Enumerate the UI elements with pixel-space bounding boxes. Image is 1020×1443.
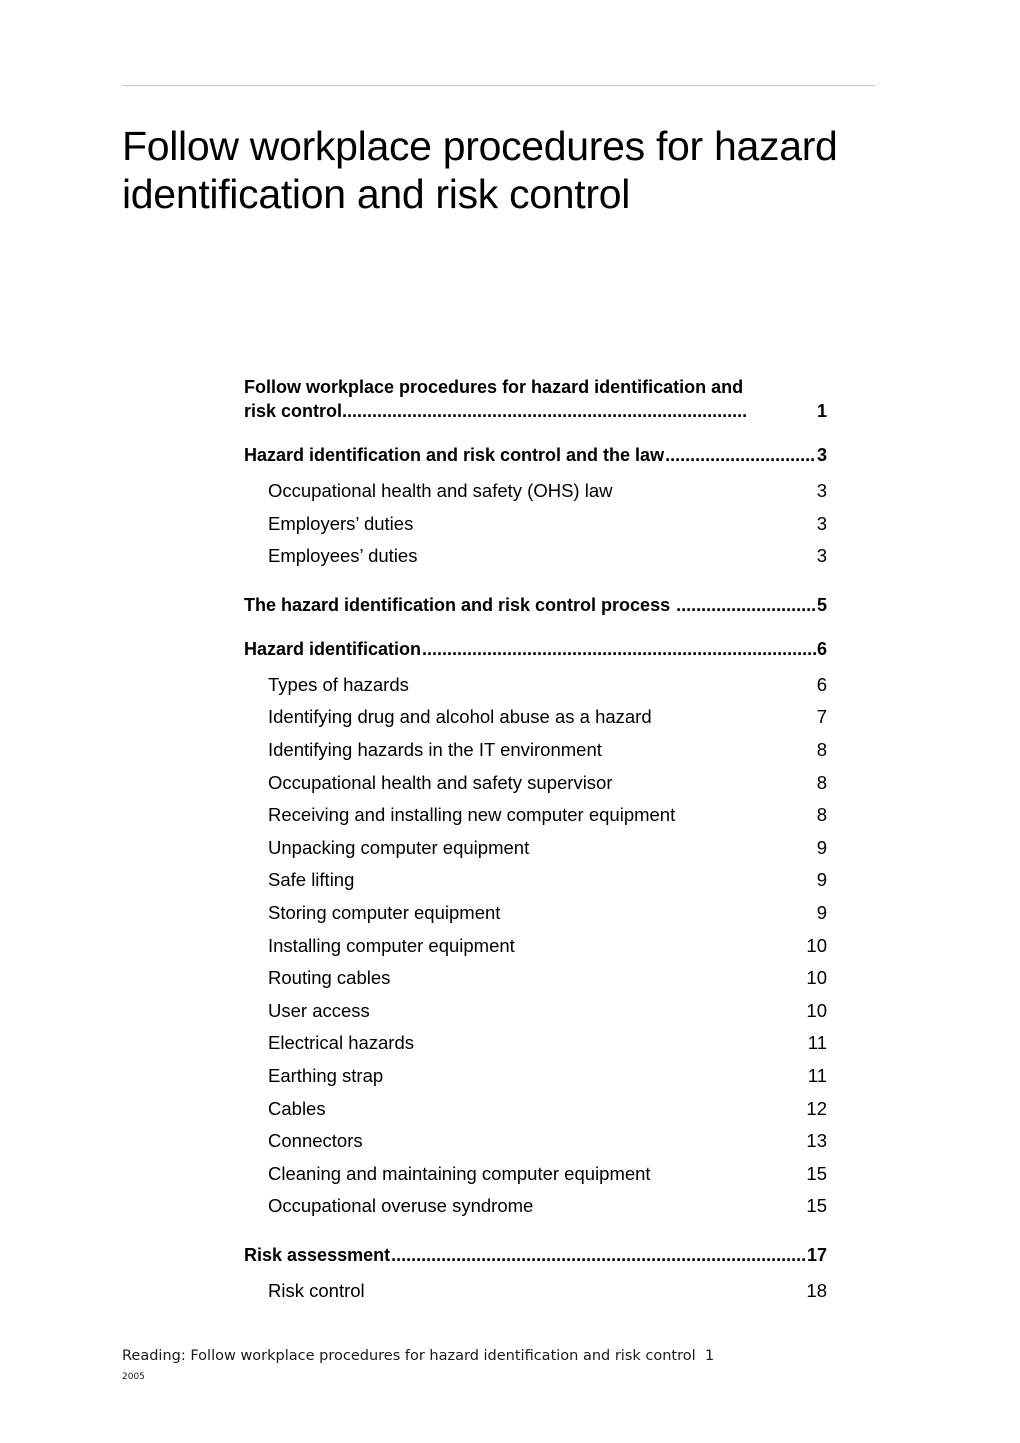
toc-subentry-page: 11: [807, 1032, 827, 1054]
toc-subentry-page: 18: [806, 1279, 827, 1301]
toc-subentry-page: 8: [816, 771, 827, 793]
toc-leader: [422, 637, 816, 661]
toc-subentry[interactable]: [244, 1275, 827, 1308]
toc-subentry-page: 10: [806, 999, 827, 1021]
toc-subentry-label: Occupational health and safety (OHS) law: [268, 480, 613, 501]
toc-subentry[interactable]: [244, 832, 827, 865]
toc-subentry[interactable]: [244, 701, 827, 734]
toc-subentry[interactable]: [244, 734, 827, 767]
toc-subentry[interactable]: [244, 508, 827, 541]
toc-entry-label-line1: Follow workplace procedures for hazard identification and: [244, 377, 744, 397]
toc-subentry[interactable]: [244, 962, 827, 995]
toc-sublist-law: [244, 475, 827, 573]
toc-subentry-page: 3: [816, 545, 827, 567]
toc-subentry[interactable]: [244, 669, 827, 702]
toc-subentry-page: 10: [806, 934, 827, 956]
toc-leader: [665, 443, 816, 467]
toc-subentry-label: Occupational health and safety supervisor: [268, 771, 613, 793]
toc-subentry-page: 15: [806, 1162, 827, 1184]
toc-subentry-label: Identifying drug and alcohol abuse as a hazard: [268, 706, 652, 728]
toc-subentry-label: Connectors: [268, 1130, 363, 1152]
toc-subentry-page: 9: [816, 836, 827, 858]
toc-entry-hazard-identification[interactable]: [244, 637, 827, 661]
toc-subentry-page: 3: [816, 512, 827, 534]
toc-entry-label: Risk assessment: [244, 1244, 391, 1265]
toc-subentry-page: 9: [816, 901, 827, 923]
toc-entry-page: 17: [806, 1244, 827, 1265]
toc-entry-page: 1: [816, 401, 827, 421]
toc-subentry[interactable]: [244, 897, 827, 930]
toc-entry-label-line2: risk control: [244, 401, 343, 421]
toc-subentry-page: 13: [806, 1130, 827, 1152]
toc-subentry[interactable]: [244, 930, 827, 963]
toc-entry-follow-workplace[interactable]: [244, 375, 827, 423]
toc-subentry-label: Identifying hazards in the IT environment: [268, 738, 602, 760]
toc-subentry-page: 9: [816, 869, 827, 891]
toc-subentry[interactable]: [244, 1125, 827, 1158]
toc-subentry-page: 10: [806, 967, 827, 989]
toc-subentry[interactable]: [244, 1190, 827, 1223]
toc-subentry[interactable]: [244, 767, 827, 800]
toc-subentry[interactable]: [244, 799, 827, 832]
toc-subentry[interactable]: [244, 1027, 827, 1060]
toc-subentry-label: Earthing strap: [268, 1064, 384, 1086]
toc-entry-label: Hazard identification and risk control and the law: [244, 445, 665, 465]
toc-subentry[interactable]: [244, 540, 827, 573]
toc-subentry-page: 8: [816, 738, 827, 760]
header-rule: [122, 85, 875, 86]
toc-subentry[interactable]: [244, 1060, 827, 1093]
toc-subentry-label: Unpacking computer equipment: [268, 836, 530, 858]
toc-subentry-label: User access: [268, 999, 370, 1021]
toc-sublist-hazards: [244, 669, 827, 1223]
toc-subentry-page: 12: [806, 1097, 827, 1119]
toc-entry-label: The hazard identification and risk control process: [244, 594, 676, 615]
footer-year: 2005: [122, 1372, 145, 1382]
toc-subentry-label: Cables: [268, 1097, 326, 1119]
toc-entry-page: 5: [816, 594, 827, 615]
toc-subentry-label: Storing computer equipment: [268, 901, 501, 923]
toc-sublist-risk: [244, 1275, 827, 1308]
toc-subentry-page: 11: [807, 1064, 827, 1086]
toc-subentry-label: Routing cables: [268, 967, 391, 989]
toc-subentry-label: Employers’ duties: [268, 512, 414, 534]
toc-subentry-label: Installing computer equipment: [268, 934, 515, 956]
toc-entry-process[interactable]: [244, 593, 827, 617]
toc-subentry-page: 3: [816, 480, 827, 501]
toc-subentry[interactable]: [244, 864, 827, 897]
toc-subentry-label: Occupational overuse syndrome: [268, 1195, 534, 1217]
toc-leader: [676, 593, 816, 617]
toc-subentry-page: 8: [816, 804, 827, 826]
toc-leader: [391, 1243, 806, 1267]
toc-entry-page: 3: [816, 445, 827, 465]
toc-subentry-label: Safe lifting: [268, 869, 355, 891]
toc-subentry-page: 15: [806, 1195, 827, 1217]
toc-subentry[interactable]: [244, 1093, 827, 1126]
toc-leader: [342, 401, 747, 421]
toc-subentry-label: Employees’ duties: [268, 545, 418, 567]
toc-entry-risk-assessment[interactable]: [244, 1243, 827, 1267]
toc-subentry[interactable]: [244, 995, 827, 1028]
toc-subentry-label: Electrical hazards: [268, 1032, 415, 1054]
toc-subentry-label: Types of hazards: [268, 673, 409, 695]
toc-subentry-label: Receiving and installing new computer equipment: [268, 804, 676, 826]
toc-subentry-page: 7: [816, 706, 827, 728]
table-of-contents: [244, 375, 827, 1327]
toc-entry-label: Hazard identification: [244, 638, 422, 659]
toc-subentry-label: Cleaning and maintaining computer equipment: [268, 1162, 651, 1184]
toc-entry-law[interactable]: [244, 443, 827, 467]
document-title: Follow workplace procedures for hazard identification and risk control: [122, 123, 838, 217]
toc-entry-page: 6: [816, 638, 827, 659]
toc-subentry-label: Risk control: [268, 1279, 365, 1301]
footer-running-title: Reading: Follow workplace procedures for hazard identification and risk control 1: [122, 1348, 715, 1364]
toc-subentry[interactable]: [244, 475, 827, 508]
toc-subentry[interactable]: [244, 1158, 827, 1191]
toc-subentry-page: 6: [816, 673, 827, 695]
